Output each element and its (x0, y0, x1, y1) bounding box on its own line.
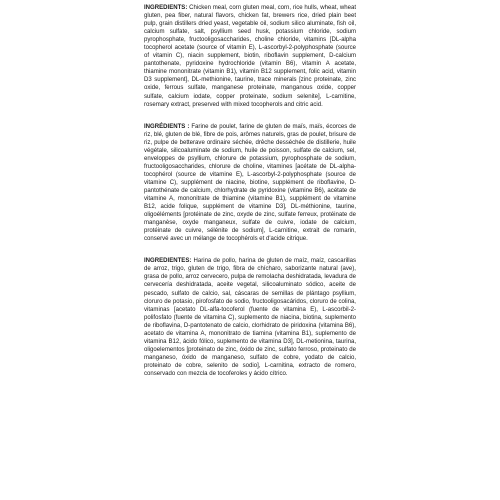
ingredients-text-french: Farine de poulet, farine de gluten de maïs, maïs, écorces de riz, blé, gluten de blé, fibre de pois, arômes naturels, gras de poulet, brisure de riz, pulpe de betterave ordinaire séchée, drêche desséchée de distillerie, huile végétale, silicoaluminate de sodium, huile de poisson, sulfate de calcium, sel, enveloppes de psyllium, chlorure de potassium, pyrophosphate de sodium, fructooligosaccharides, chlorure de choline, vitamines [acétate de DL-alpha-tocophérol (source de vitamine E), L-ascorbyl-2-polyphosphate (source de vitamine C), supplément de niacine, biotine, supplément de riboflavine, D-pantothénate de calcium, chlorhydrate de pyridoxine (vitamine B6), acétate de vitamine A, mononitrate de thiamine (vitamine B1), supplément de vitamine B12, acide folique, supplément de vitamine D3], DL-méthionine, taurine, oligoéléments [protéinate de zinc, oxyde de zinc, sulfate ferreux, protéinate de manganèse, oxyde manganeux, sulfate de cuivre, iodate de calcium, protéinate de cuivre, sélénite de sodium], L-carnitine, extrait de romarin, conservé avec un mélange de tocophérols et d'acide citrique. (144, 123, 356, 243)
ingredients-text-english: Chicken meal, corn gluten meal, corn, rice hulls, wheat, wheat gluten, pea fiber, natural flavors, chicken fat, brewers rice, dried plain beet pulp, grain distillers dried yeast, vegetable oil, sodium silico aluminate, fish oil, calcium sulfate, salt, psyllium seed husk, potassium chloride, sodium pyrophosphate, fructooligosaccharides, choline chloride, vitamins [DL-alpha tocopherol acetate (source of vitamin E), L-ascorbyl-2-polyphosphate (source of vitamin C), niacin supplement, biotin, riboflavin supplement, D-calcium pantothenate, pyridoxine hydrochloride (vitamin B6), vitamin A acetate, thiamine mononitrate (vitamin B1), vitamin B12 supplement, folic acid, vitamin D3 supplement], DL-methionine, taurine, trace minerals [zinc proteinate, zinc oxide, ferrous sulfate, manganese proteinate, manganous oxide, copper sulfate, calcium iodate, copper proteinate, sodium selenite], L-carnitine, rosemary extract, preserved with mixed tocopherols and citric acid. (144, 5, 356, 108)
ingredients-english (144, 4, 356, 109)
ingredients-spanish (144, 257, 356, 378)
ingredients-heading-spanish: INGREDIENTES: (144, 258, 192, 265)
ingredient-label (144, 4, 356, 378)
ingredients-text-spanish: Harina de pollo, harina de gluten de maíz, maíz, cascarillas de arroz, trigo, gluten de trigo, fibra de chícharo, saborizante natural (ave), grasa de pollo, arroz cervecero, pulpa de remolacha deshidratada, levadura de cervecería deshidratada, aceite vegetal, silicoaluminato sódico, aceite de pescado, sulfato de calcio, sal, cáscaras de semillas de plántago psyllium, cloruro de potasio, pirofosfato de sodio, fructooligosacáridos, cloruro de colina, vitaminas [acetato DL-alfa-tocoferol (fuente de vitamina E), L-ascorbil-2-polifosfato (fuente de vitamina C), suplemento de niacina, biotina, suplemento de riboflavina, D-pantotenato de calcio, clorhidrato de piridoxina (vitamina B6), acetato de vitamina A, mononitrato de tiamina (vitamina B1), suplemento de vitamina B12, ácido fólico, suplemento de vitamina D3], DL-metionina, taurina, oligoelementos [proteinato de zinc, óxido de zinc, sulfato ferroso, proteinato de manganeso, óxido de manganeso, sulfato de cobre, yodato de calcio, proteinato de cobre, selenito de sodio], L-carnitina, extracto de romero, conservado con mezcla de tocoferoles y ácido cítrico. (144, 258, 356, 377)
ingredients-heading-english: INGREDIENTS: (144, 5, 188, 11)
ingredients-french (144, 123, 356, 244)
ingredients-heading-french: INGRÉDIENTS : (144, 123, 190, 130)
